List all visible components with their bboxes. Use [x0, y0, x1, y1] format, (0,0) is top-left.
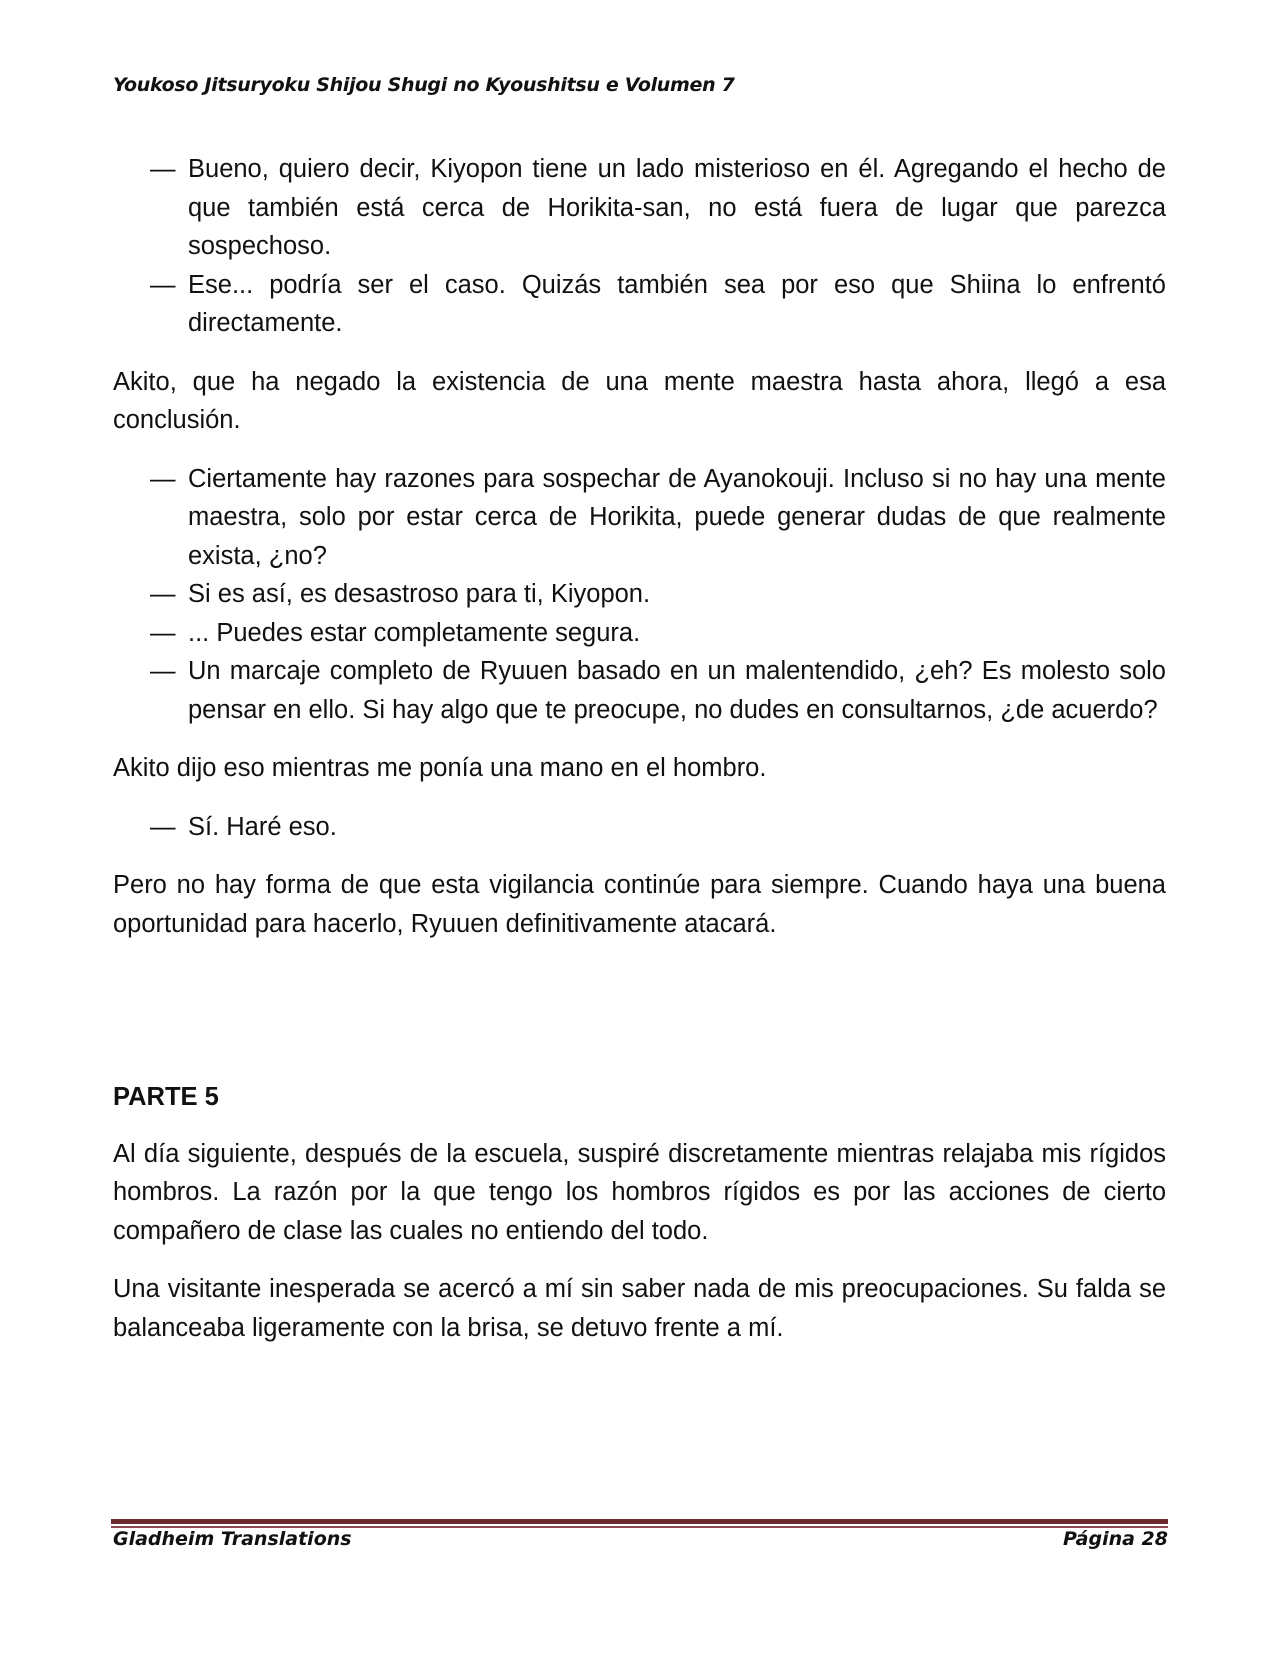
footer-translator: Gladheim Translations — [113, 1528, 352, 1550]
dialog-dash: — — [150, 464, 176, 493]
footer-page-number: Página 28 — [1062, 1528, 1168, 1550]
dialog-dash: — — [150, 657, 176, 685]
paragraph: Pero no hay forma de que esta vigilancia continúe para siempre. Cuando haya una buena oportunidad para hacerlo, Ryuuen definitivamente atacará. — [113, 871, 1166, 938]
paragraph: Una visitante inesperada se acercó a mí sin saber nada de mis preocupaciones. Su falda se balanceaba ligeramente con la brisa, se detuvo frente a mí. — [113, 1275, 1166, 1342]
dialog-group-3 — [113, 808, 1166, 847]
dialog-dash: — — [150, 812, 176, 841]
footer-divider — [111, 1519, 1168, 1528]
page-body — [113, 150, 1166, 1367]
section-spacer — [113, 963, 1166, 1078]
paragraph: Al día siguiente, después de la escuela, suspiré discretamente mientras relajaba mis rígidos hombros. La razón por la que tengo los hombros rígidos es por las acciones de cierto compañero de clase las cuales no entiendo del todo. — [113, 1139, 1166, 1245]
dialog-line: — ... Puedes estar completamente segura. — [113, 614, 1166, 653]
dialog-line: — Ese... podría ser el caso. Quizás también sea por eso que Shiina lo enfrentó directamente. — [113, 266, 1166, 343]
dialog-dash: — — [150, 580, 176, 608]
dialog-line: — Sí. Haré eso. — [113, 808, 1166, 847]
dialog-group-1 — [113, 150, 1166, 343]
dialog-dash: — — [150, 618, 176, 647]
dialog-dash: — — [150, 270, 176, 299]
section-heading: PARTE 5 — [113, 1083, 219, 1111]
paragraph: Akito, que ha negado la existencia de una mente maestra hasta ahora, llegó a esa conclusión. — [113, 367, 1166, 434]
dialog-line: — Si es así, es desastroso para ti, Kiyopon. — [113, 575, 1166, 614]
dialog-group-2 — [113, 460, 1166, 730]
dialog-line: — Un marcaje completo de Ryuuen basado en un malentendido, ¿eh? Es molesto solo pensar en ello. Si hay algo que te preocupe, no dudes en consultarnos, ¿de acuerdo? — [113, 652, 1166, 729]
running-header-title: Youkoso Jitsuryoku Shijou Shugi no Kyoushitsu e Volumen 7 — [113, 74, 735, 96]
dialog-dash: — — [150, 155, 176, 183]
dialog-line: — Ciertamente hay razones para sospechar de Ayanokouji. Incluso si no hay una mente maestra, solo por estar cerca de Horikita, puede generar dudas de que realmente exista, ¿no? — [113, 460, 1166, 576]
dialog-line: — Bueno, quiero decir, Kiyopon tiene un lado misterioso en él. Agregando el hecho de que también está cerca de Horikita-san, no está fuera de lugar que parezca sospechoso. — [113, 150, 1166, 266]
paragraph: Akito dijo eso mientras me ponía una mano en el hombro. — [113, 754, 767, 782]
